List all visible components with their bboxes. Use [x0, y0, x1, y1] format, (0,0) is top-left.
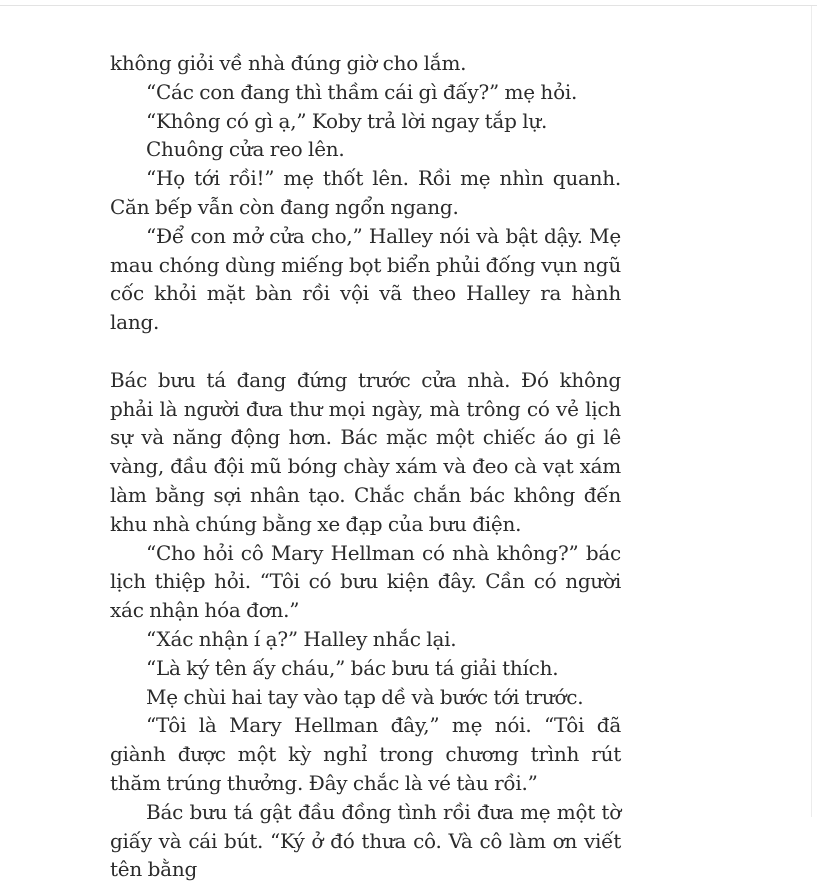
paragraph: Chuông cửa reo lên. — [146, 137, 345, 162]
paragraph: “Là ký tên ấy cháu,” bác bưu tá giải thích. — [146, 655, 559, 680]
paragraph: “Xác nhận í ạ?” Halley nhắc lại. — [146, 626, 457, 651]
paragraph-continuation: không giỏi về nhà đúng giờ cho lắm. — [110, 51, 467, 75]
right-divider — [811, 6, 812, 817]
paragraph: “Để con mở cửa cho,” Halley nói và bật dậy. Mẹ mau chóng dùng miếng bọt biển phủi đống vụn ngũ cốc khỏi mặt bàn rồi vội vã theo Halley ra hành lang. — [110, 223, 621, 335]
section-start-paragraph: Bác bưu tá đang đứng trước cửa nhà. Đó không phải là người đưa thư mọi ngày, mà trông có vẻ lịch sự và năng động hơn. Bác mặc một chiếc áo gi lê vàng, đầu đội mũ bóng chày xám và đeo cà vạt xám làm bằng sợi nhân tạo. Chắc chắn bác không đến khu nhà chúng bằng xe đạp của bưu điện. — [110, 367, 621, 536]
paragraph: Mẹ chùi hai tay vào tạp dề và bước tới trước. — [146, 684, 584, 709]
book-page-text — [110, 49, 621, 884]
top-divider — [0, 5, 817, 6]
paragraph: “Các con đang thì thầm cái gì đấy?” mẹ hỏi. — [146, 79, 578, 104]
paragraph: “Cho hỏi cô Mary Hellman có nhà không?” bác lịch thiệp hỏi. “Tôi có bưu kiện đây. Cần có người xác nhận hóa đơn.” — [110, 540, 621, 623]
paragraph: Bác bưu tá gật đầu đồng tình rồi đưa mẹ một tờ giấy và cái bút. “Ký ở đó thưa cô. Và cô làm ơn viết tên bằng — [110, 799, 621, 882]
paragraph: “Họ tới rồi!” mẹ thốt lên. Rồi mẹ nhìn quanh. Căn bếp vẫn còn đang ngổn ngang. — [110, 166, 621, 219]
paragraph: “Không có gì ạ,” Koby trả lời ngay tắp lự. — [146, 108, 548, 133]
paragraph: “Tôi là Mary Hellman đây,” mẹ nói. “Tôi đã giành được một kỳ nghỉ trong chương trình rút thăm trúng thưởng. Đây chắc là vé tàu rồi.” — [110, 713, 621, 795]
